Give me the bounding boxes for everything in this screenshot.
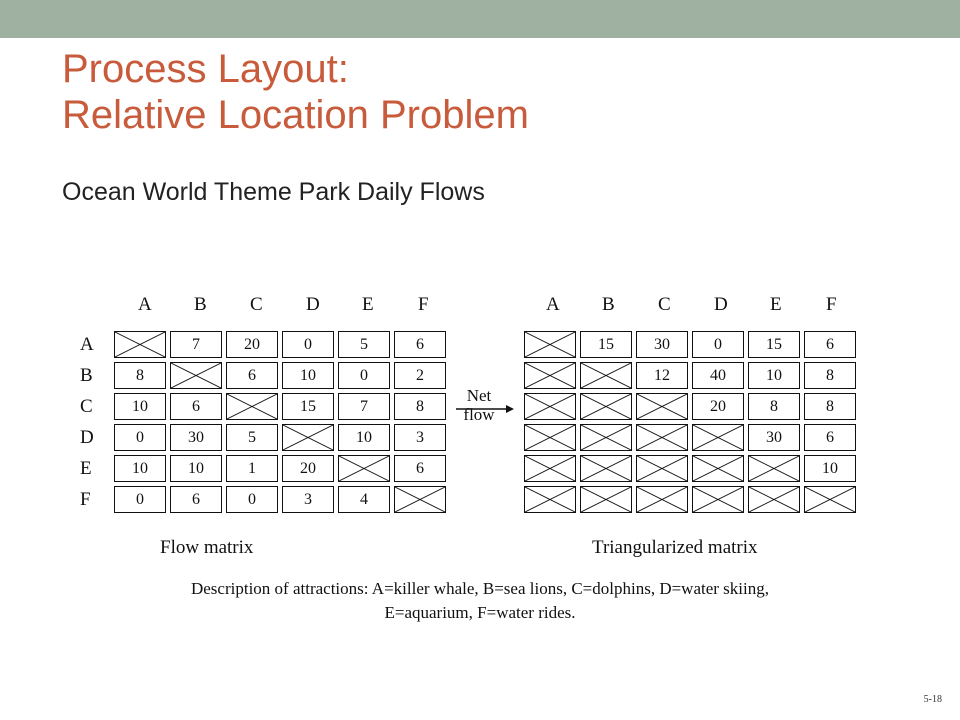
triangular-matrix-cell-crossed	[524, 424, 576, 451]
triangular-matrix-cell	[804, 362, 856, 389]
flow-matrix-cell-crossed	[338, 455, 390, 482]
flow-matrix-cell	[338, 486, 390, 513]
triangular-matrix-cell-crossed	[524, 455, 576, 482]
triangular-matrix-cell	[748, 424, 800, 451]
triangular-matrix-cell-value: 30	[654, 335, 670, 353]
description-line-1: Description of attractions: A=killer whale, B=sea lions, C=dolphins, D=water skiing,	[190, 579, 769, 598]
flow-matrix-cell	[282, 455, 334, 482]
flow-matrix-cell-value: 3	[304, 490, 312, 508]
triangular-matrix-cell-crossed	[580, 362, 632, 389]
flow-matrix-cell-crossed	[282, 424, 334, 451]
flow-matrix-cell-crossed	[226, 393, 278, 420]
cross-icon	[749, 487, 799, 512]
triangular-matrix-cell	[692, 331, 744, 358]
flow-matrix-cell-value: 15	[300, 397, 316, 415]
flow-matrix-cell-value: 8	[136, 366, 144, 384]
triangular-matrix-cell-value: 15	[598, 335, 614, 353]
flow-matrix-cell	[170, 455, 222, 482]
flow-matrix-cell	[114, 393, 166, 420]
triangular-matrix-cell-value: 15	[766, 335, 782, 353]
flow-matrix-caption: Flow matrix	[160, 537, 254, 558]
cross-icon	[171, 363, 221, 388]
triangular-matrix-cell-value: 10	[766, 366, 782, 384]
flow-matrix-cell	[114, 486, 166, 513]
cross-icon	[581, 456, 631, 481]
net-flow-line-1: Net	[466, 386, 492, 405]
triangular-matrix-col-header: C	[658, 294, 671, 315]
triangular-matrix-cell-crossed	[692, 455, 744, 482]
cross-icon	[525, 487, 575, 512]
flow-matrix-cell	[394, 393, 446, 420]
flow-matrix-cell-value: 5	[248, 428, 256, 446]
flow-matrix-cell	[114, 424, 166, 451]
triangular-matrix-cell-value: 6	[826, 428, 834, 446]
flow-matrix-cell-value: 6	[192, 397, 200, 415]
flow-matrix-row-header: A	[80, 334, 94, 355]
flow-matrix-row-header: F	[80, 489, 91, 510]
triangular-matrix-cell	[748, 393, 800, 420]
page-number: 5-18	[923, 694, 942, 705]
flow-matrix-cell	[114, 362, 166, 389]
slide-title	[62, 46, 529, 138]
flow-matrix-col-header: A	[138, 294, 152, 315]
triangular-matrix-cell	[804, 424, 856, 451]
cross-icon	[805, 487, 855, 512]
triangular-matrix-cell-crossed	[636, 455, 688, 482]
flow-matrix-cell	[338, 393, 390, 420]
flow-matrix-cell-value: 6	[416, 335, 424, 353]
triangular-matrix-cell-crossed	[580, 455, 632, 482]
triangular-matrix-cell-value: 8	[826, 366, 834, 384]
flow-matrix-cell-value: 0	[304, 335, 312, 353]
triangular-matrix-cell-value: 12	[654, 366, 670, 384]
flow-matrix-cell-value: 0	[136, 428, 144, 446]
flow-matrix-cell	[226, 424, 278, 451]
flow-matrix-cell-value: 0	[248, 490, 256, 508]
flow-matrix-row-header: E	[80, 458, 92, 479]
flow-matrix-cell	[282, 393, 334, 420]
flow-matrix-cell	[170, 486, 222, 513]
triangular-matrix-cell-crossed	[524, 486, 576, 513]
cross-icon	[637, 487, 687, 512]
cross-icon	[115, 332, 165, 357]
cross-icon	[693, 487, 743, 512]
triangular-matrix-cell	[636, 331, 688, 358]
triangular-matrix-cell	[748, 362, 800, 389]
cross-icon	[525, 425, 575, 450]
flow-matrix-cell	[282, 362, 334, 389]
flow-matrix-cell-value: 30	[188, 428, 204, 446]
triangular-matrix-cell-crossed	[692, 424, 744, 451]
cross-icon	[525, 332, 575, 357]
triangular-matrix-cell-crossed	[524, 331, 576, 358]
triangular-matrix-cell-value: 30	[766, 428, 782, 446]
slide-subtitle: Ocean World Theme Park Daily Flows	[62, 178, 485, 206]
flow-matrix-cell	[338, 424, 390, 451]
flow-matrix-cell-value: 10	[132, 397, 148, 415]
flow-matrix-cell-value: 8	[416, 397, 424, 415]
flow-matrix-col-header: B	[194, 294, 207, 315]
flow-matrix-cell	[394, 331, 446, 358]
flow-matrix-cell-value: 5	[360, 335, 368, 353]
flow-matrix-row-header: D	[80, 427, 94, 448]
triangular-matrix-cell-crossed	[748, 486, 800, 513]
triangular-matrix-cell-crossed	[636, 486, 688, 513]
triangular-matrix-cell	[692, 362, 744, 389]
triangular-matrix-cell-value: 40	[710, 366, 726, 384]
triangular-matrix-cell-value: 10	[822, 459, 838, 477]
flow-matrix-cell	[170, 424, 222, 451]
flow-matrix-cell-value: 10	[132, 459, 148, 477]
cross-icon	[693, 456, 743, 481]
flow-matrix-cell	[394, 455, 446, 482]
net-flow-arrow-icon	[456, 403, 516, 415]
cross-icon	[581, 487, 631, 512]
flow-matrix-cell	[170, 393, 222, 420]
cross-icon	[395, 487, 445, 512]
flow-matrix-cell	[338, 331, 390, 358]
cross-icon	[525, 394, 575, 419]
flow-matrix-col-header: E	[362, 294, 374, 315]
flow-matrix-cell	[282, 331, 334, 358]
flow-matrix-cell-value: 2	[416, 366, 424, 384]
cross-icon	[637, 456, 687, 481]
triangular-matrix-cell	[804, 393, 856, 420]
flow-matrix-col-header: D	[306, 294, 320, 315]
triangular-matrix-caption: Triangularized matrix	[592, 537, 758, 558]
flow-matrix-cell	[226, 486, 278, 513]
flow-matrix-cell-value: 6	[192, 490, 200, 508]
flow-matrix-cell-value: 7	[360, 397, 368, 415]
cross-icon	[525, 363, 575, 388]
flow-matrix-col-header: C	[250, 294, 263, 315]
triangular-matrix-col-header: B	[602, 294, 615, 315]
triangular-matrix-cell-crossed	[580, 393, 632, 420]
triangular-matrix-cell-crossed	[636, 424, 688, 451]
title-line-1: Process Layout:	[62, 47, 349, 91]
net-flow-line-2: flow	[463, 405, 495, 424]
flow-matrix-cell-value: 6	[248, 366, 256, 384]
triangular-matrix-cell	[748, 331, 800, 358]
triangular-matrix-cell	[804, 455, 856, 482]
flow-matrix-cell	[282, 486, 334, 513]
flow-matrix-cell	[170, 331, 222, 358]
flow-matrix-cell-value: 6	[416, 459, 424, 477]
flow-matrix-cell-value: 0	[136, 490, 144, 508]
triangular-matrix-cell-crossed	[804, 486, 856, 513]
flow-matrix-cell	[394, 424, 446, 451]
cross-icon	[749, 456, 799, 481]
cross-icon	[581, 363, 631, 388]
cross-icon	[693, 425, 743, 450]
flow-matrix-cell-value: 0	[360, 366, 368, 384]
flow-matrix-row-header: C	[80, 396, 93, 417]
triangular-matrix-cell-crossed	[636, 393, 688, 420]
triangular-matrix-cell	[804, 331, 856, 358]
triangular-matrix-cell-crossed	[524, 393, 576, 420]
flow-matrix-cell	[226, 362, 278, 389]
triangular-matrix-cell-crossed	[524, 362, 576, 389]
triangular-matrix-col-header: E	[770, 294, 782, 315]
triangular-matrix-cell-value: 20	[710, 397, 726, 415]
attraction-description	[60, 577, 900, 625]
description-line-2: E=aquarium, F=water rides.	[384, 603, 576, 622]
flow-matrix-cell-value: 10	[300, 366, 316, 384]
flow-matrix-cell-value: 4	[360, 490, 368, 508]
triangular-matrix-col-header: D	[714, 294, 728, 315]
triangular-matrix-cell	[636, 362, 688, 389]
cross-icon	[581, 394, 631, 419]
flow-matrix-cell-value: 20	[300, 459, 316, 477]
cross-icon	[283, 425, 333, 450]
flow-matrix-cell-crossed	[394, 486, 446, 513]
triangular-matrix-cell-value: 6	[826, 335, 834, 353]
flow-matrix-row-header: B	[80, 365, 93, 386]
triangular-matrix-cell-value: 0	[714, 335, 722, 353]
flow-matrix-cell-crossed	[170, 362, 222, 389]
triangular-matrix-cell	[692, 393, 744, 420]
flow-matrix-cell-value: 1	[248, 459, 256, 477]
triangular-matrix-cell-value: 8	[826, 397, 834, 415]
flow-matrix-cell	[226, 331, 278, 358]
title-line-2: Relative Location Problem	[62, 93, 529, 137]
triangular-matrix-col-header: F	[826, 294, 837, 315]
triangular-matrix-cell-crossed	[692, 486, 744, 513]
flow-matrix-col-header: F	[418, 294, 429, 315]
cross-icon	[637, 394, 687, 419]
triangular-matrix-cell-crossed	[580, 486, 632, 513]
flow-matrix-cell	[394, 362, 446, 389]
triangular-matrix-col-header: A	[546, 294, 560, 315]
triangular-matrix-cell-crossed	[580, 424, 632, 451]
cross-icon	[581, 425, 631, 450]
top-accent-bar	[0, 0, 960, 38]
cross-icon	[637, 425, 687, 450]
cross-icon	[339, 456, 389, 481]
flow-matrix-cell	[338, 362, 390, 389]
flow-matrix-cell-value: 20	[244, 335, 260, 353]
cross-icon	[525, 456, 575, 481]
flow-matrix-cell-value: 10	[188, 459, 204, 477]
flow-matrix-cell-value: 3	[416, 428, 424, 446]
cross-icon	[227, 394, 277, 419]
triangular-matrix-cell	[580, 331, 632, 358]
triangular-matrix-cell-value: 8	[770, 397, 778, 415]
triangular-matrix-cell-crossed	[748, 455, 800, 482]
flow-matrix-cell-crossed	[114, 331, 166, 358]
flow-matrix-cell-value: 7	[192, 335, 200, 353]
flow-matrix-cell-value: 10	[356, 428, 372, 446]
flow-matrix-cell	[226, 455, 278, 482]
flow-matrix-cell	[114, 455, 166, 482]
